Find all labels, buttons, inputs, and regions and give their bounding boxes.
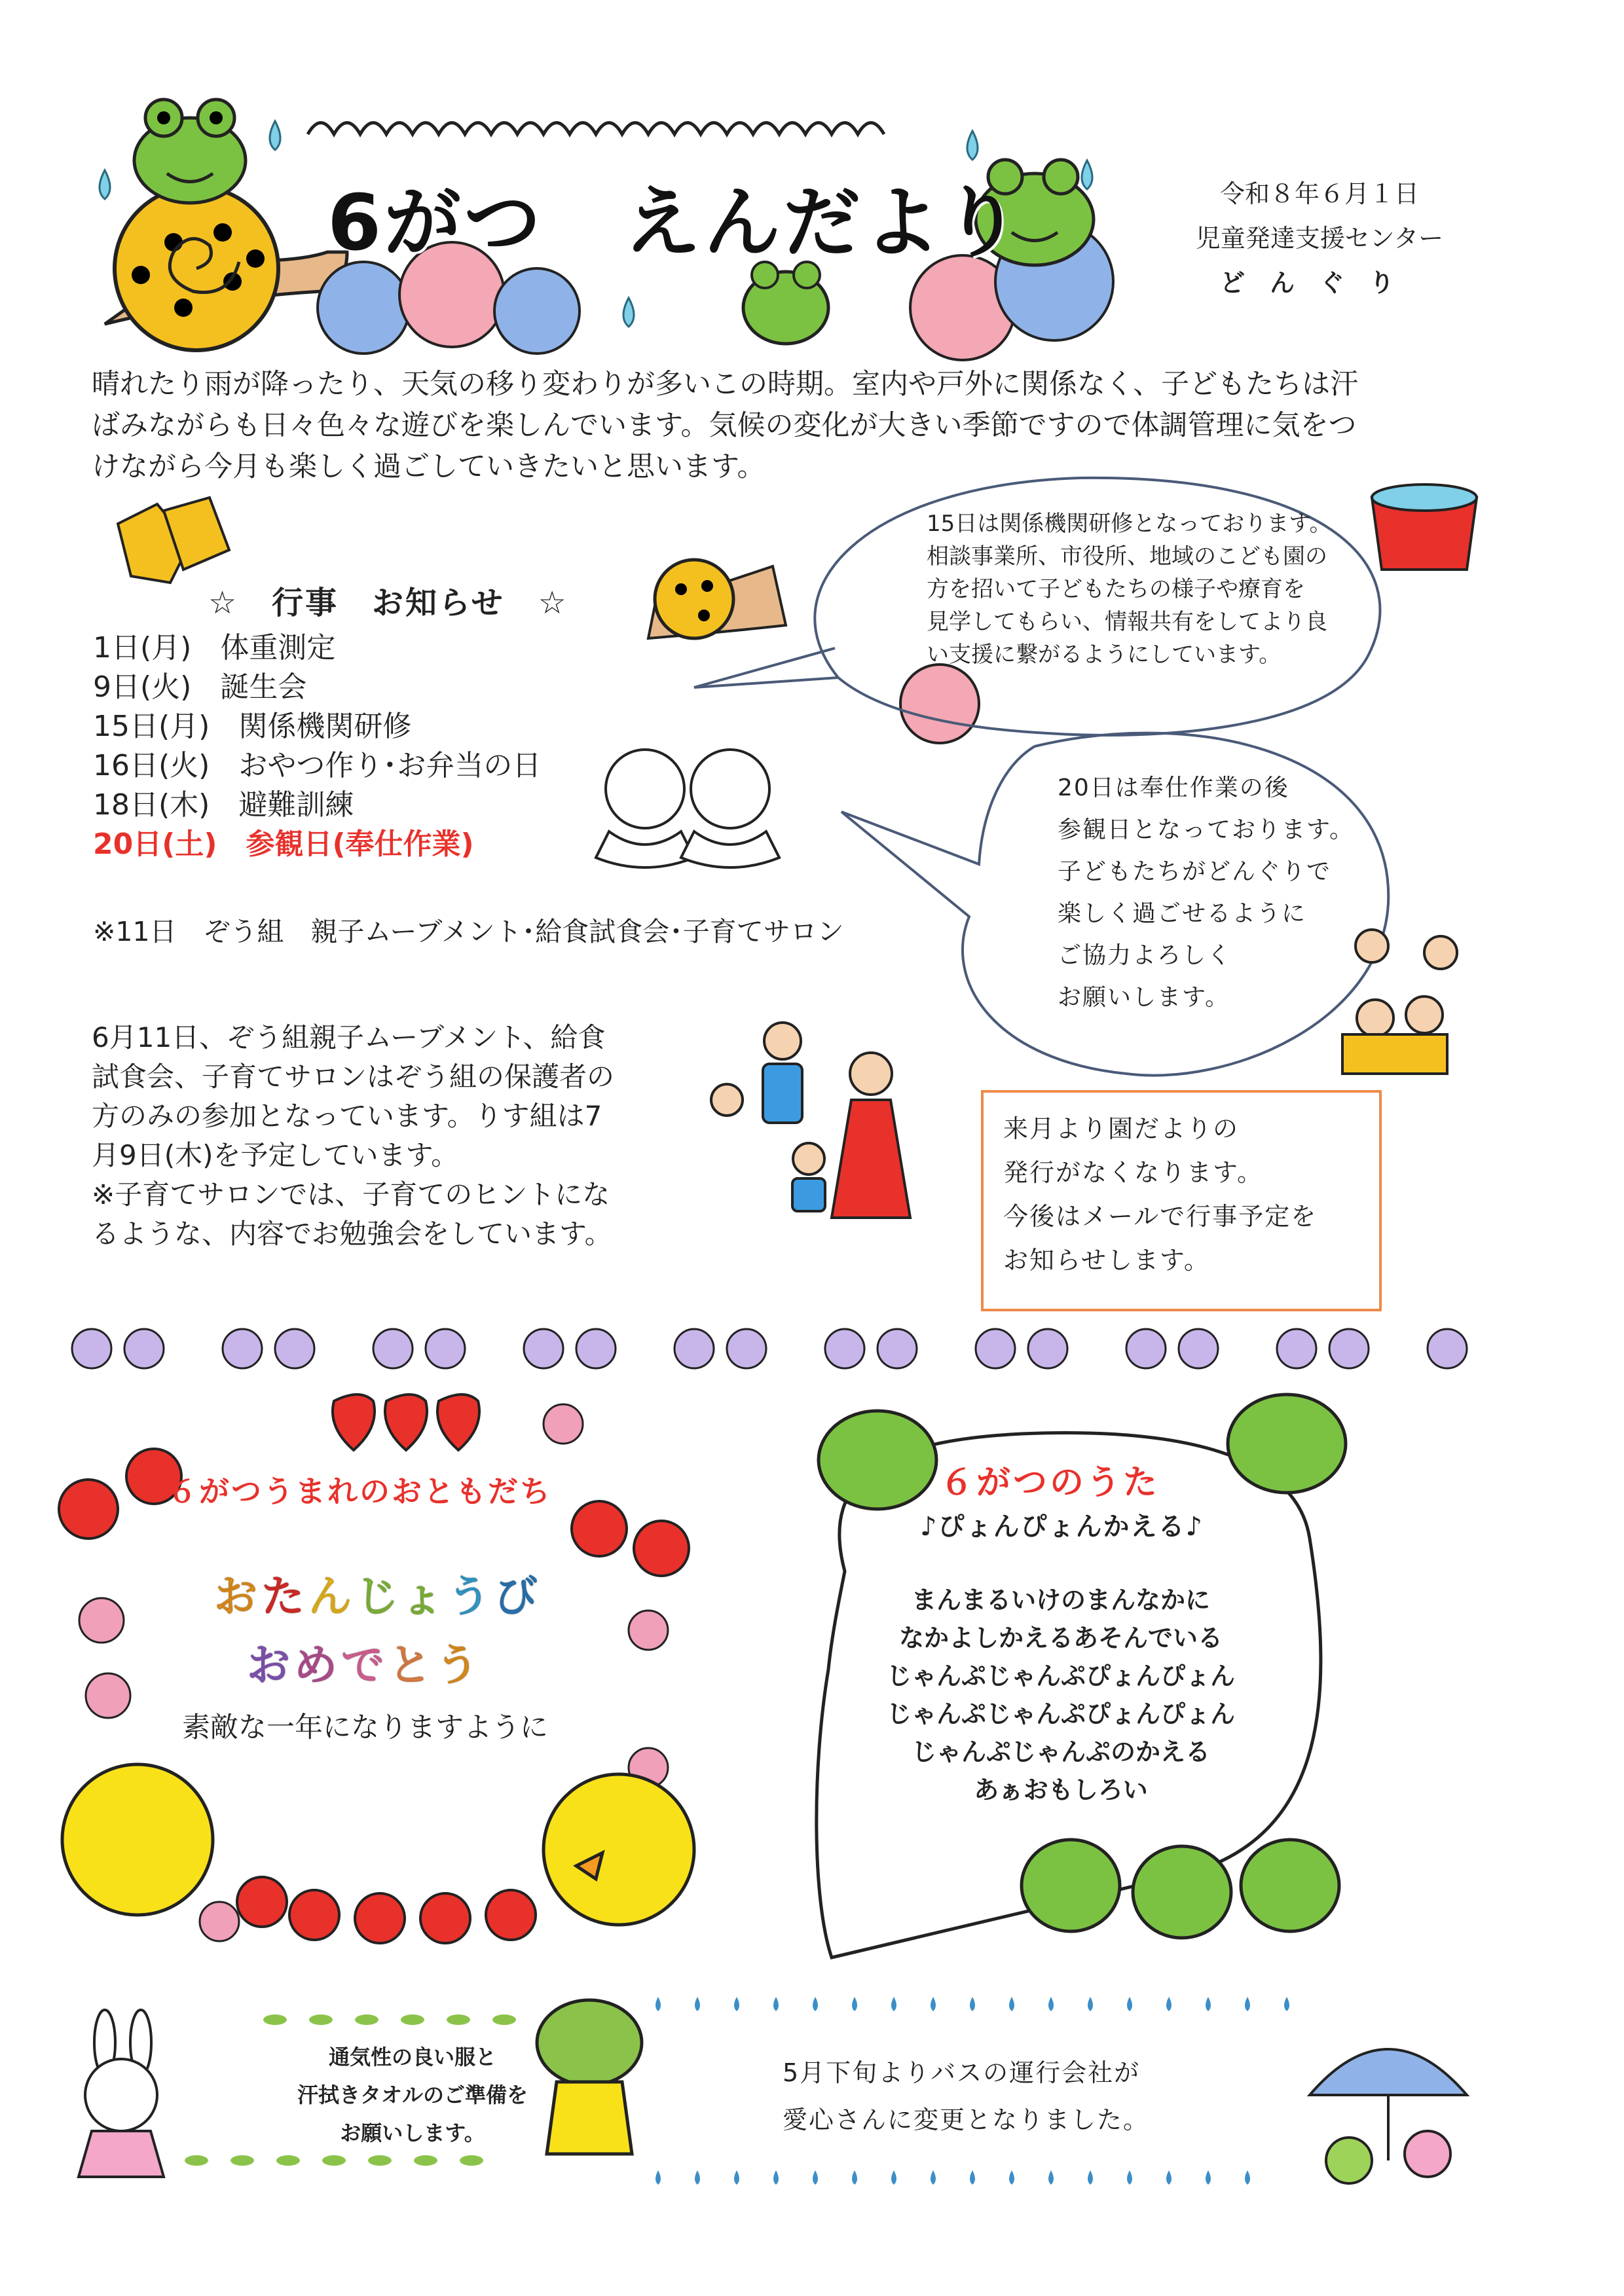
lyric-line: じゃんぷじゃんぷのかえる xyxy=(911,1738,1210,1766)
birthday-char: じょ xyxy=(356,1571,445,1622)
birthday-title-line-2 xyxy=(246,1630,481,1692)
event-item: 16日(火) おやつ作り･お弁当の日 xyxy=(93,749,542,782)
event-item: 9日(火) 誕生会 xyxy=(93,670,307,704)
birthday-char: お xyxy=(214,1571,259,1622)
bubble-line: い支援に繋がるようにしています。 xyxy=(927,642,1282,668)
bus-line: 5月下旬よりバスの運行会社が xyxy=(783,2058,1141,2087)
snail-icon xyxy=(648,560,786,638)
strawberry-icon xyxy=(333,1394,479,1450)
bubble-line: 参観日となっております。 xyxy=(1058,816,1355,843)
intro-paragraph xyxy=(92,364,1414,488)
teru-teru-bozu-icon xyxy=(596,750,779,867)
birthday-message: 素敵な一年になりますように xyxy=(182,1711,548,1744)
birthday-char: う xyxy=(447,1571,492,1622)
bubble-line: 20日は奉仕作業の後 xyxy=(1058,774,1289,801)
issue-date: 令和８年６月１日 xyxy=(1219,179,1419,208)
notice-line: ※子育てサロンでは、子育てのヒントにな xyxy=(92,1178,610,1211)
bubble-line: 楽しく過ごせるように xyxy=(1058,900,1307,927)
intro-line: ばみながらも日々色々な遊びを楽しんでいます。気候の変化が大きい季節ですので体調管理に気をつ xyxy=(92,409,1357,442)
notice-line: 試食会、子育てサロンはぞう組の保護者の xyxy=(92,1061,615,1093)
event-item: 1日(月) 体重測定 xyxy=(93,631,336,665)
notice-line: 月9日(木)を予定しています。 xyxy=(92,1139,459,1171)
family-dancing-icon xyxy=(711,1023,910,1218)
events-heading: ☆ 行事 お知らせ ☆ xyxy=(208,585,568,621)
lyric-line: まんまるいけのまんなかに xyxy=(911,1586,1210,1614)
snail-icon xyxy=(105,187,347,350)
frog-icon xyxy=(134,100,246,203)
lyric-line: じゃんぷじゃんぷぴょんぴょん xyxy=(886,1662,1235,1690)
birthday-char: た xyxy=(261,1571,306,1622)
flower-border-icon xyxy=(72,1329,1467,1368)
bucket-icon xyxy=(1372,484,1477,570)
bus-notice xyxy=(783,2049,1149,2143)
birthday-char: で xyxy=(341,1640,386,1690)
birthday-char: め xyxy=(294,1640,339,1690)
page-title: 6がつ えんだより xyxy=(327,177,1024,268)
notice-line: 6月11日、ぞう組親子ムーブメント、給食 xyxy=(92,1021,606,1053)
bubble-line: 子どもたちがどんぐりで xyxy=(1058,858,1332,885)
bubble-line: 方を招いて子どもたちの様子や療育を xyxy=(927,576,1305,602)
bus-line: 愛心さんに変更となりました。 xyxy=(783,2105,1150,2134)
event-item: 18日(木) 避難訓練 xyxy=(93,788,354,822)
bubble-line: 15日は関係機関研修となっております。 xyxy=(927,511,1332,537)
events-note: ※11日 ぞう組 親子ムーブメント･給食試食会･子育てサロン xyxy=(93,916,844,947)
school-name: どんぐり xyxy=(1219,268,1419,297)
song-subtitle: ♪ぴょんぴょんかえる♪ xyxy=(920,1512,1204,1542)
birthday-char: ん xyxy=(308,1571,353,1622)
lyric-line: じゃんぷじゃんぷぴょんぴょん xyxy=(886,1700,1235,1728)
lyric-line: あぁおもしろい xyxy=(974,1776,1148,1804)
header-loop-border-icon xyxy=(308,123,884,135)
boxnote-line: お知らせします。 xyxy=(1003,1246,1210,1275)
notice-paragraph xyxy=(92,1018,668,1254)
bunny-icon xyxy=(79,2010,164,2177)
event-item-highlight: 20日(土) 参観日(奉仕作業) xyxy=(93,828,474,861)
bubble-2-text xyxy=(1058,767,1398,1019)
intro-line: 晴れたり雨が降ったり、天気の移り変わりが多いこの時期。室内や戸外に関係なく、子どもたちは汗 xyxy=(92,368,1359,401)
lyric-line: なかよしかえるあそんでいる xyxy=(898,1624,1223,1652)
bubble-line: 見学してもらい、情報共有をしてより良 xyxy=(927,609,1327,635)
events-list xyxy=(93,629,541,864)
boots-icon xyxy=(118,498,229,583)
bubble-line: 相談事業所、市役所、地域のこども園の xyxy=(927,543,1327,570)
boxnote-line: 今後はメールで行事予定を xyxy=(1003,1202,1318,1231)
clothes-line: お願いします。 xyxy=(340,2121,485,2145)
clothes-notice xyxy=(268,2038,557,2152)
clothes-line: 汗拭きタオルのご準備を xyxy=(297,2083,528,2107)
boxnote-line: 発行がなくなります。 xyxy=(1003,1158,1263,1187)
bubble-line: ご協力よろしく xyxy=(1058,942,1232,969)
frog-icon xyxy=(743,262,828,344)
newsletter-end-notice xyxy=(981,1090,1382,1311)
birthday-char: と xyxy=(388,1640,433,1690)
intro-line: けながら今月も楽しく過ごしていきたいと思います。 xyxy=(92,450,766,483)
organization-name: 児童発達支援センター xyxy=(1195,224,1444,253)
bubble-1-text xyxy=(927,507,1372,671)
birthday-heading: ６がつうまれのおともだち xyxy=(167,1474,552,1509)
notice-line: 方のみの参加となっています。りす組は7 xyxy=(92,1100,602,1132)
song-lyrics xyxy=(832,1581,1290,1809)
bubble-line: お願いします。 xyxy=(1058,984,1230,1011)
umbrella-icon xyxy=(1310,2049,1467,2183)
birthday-char: お xyxy=(247,1640,291,1690)
header-info xyxy=(1192,172,1447,305)
event-item: 15日(月) 関係機関研修 xyxy=(93,710,412,743)
boxnote-line: 来月より園だよりの xyxy=(1003,1114,1240,1143)
notice-line: るような、内容でお勉強会をしています。 xyxy=(92,1218,612,1250)
song-heading: ６がつのうた xyxy=(940,1463,1160,1503)
birthday-title-line-1 xyxy=(213,1561,540,1624)
birthday-char: び xyxy=(494,1571,539,1622)
clothes-line: 通気性の良い服と xyxy=(328,2045,496,2069)
birthday-char: う xyxy=(435,1640,480,1690)
